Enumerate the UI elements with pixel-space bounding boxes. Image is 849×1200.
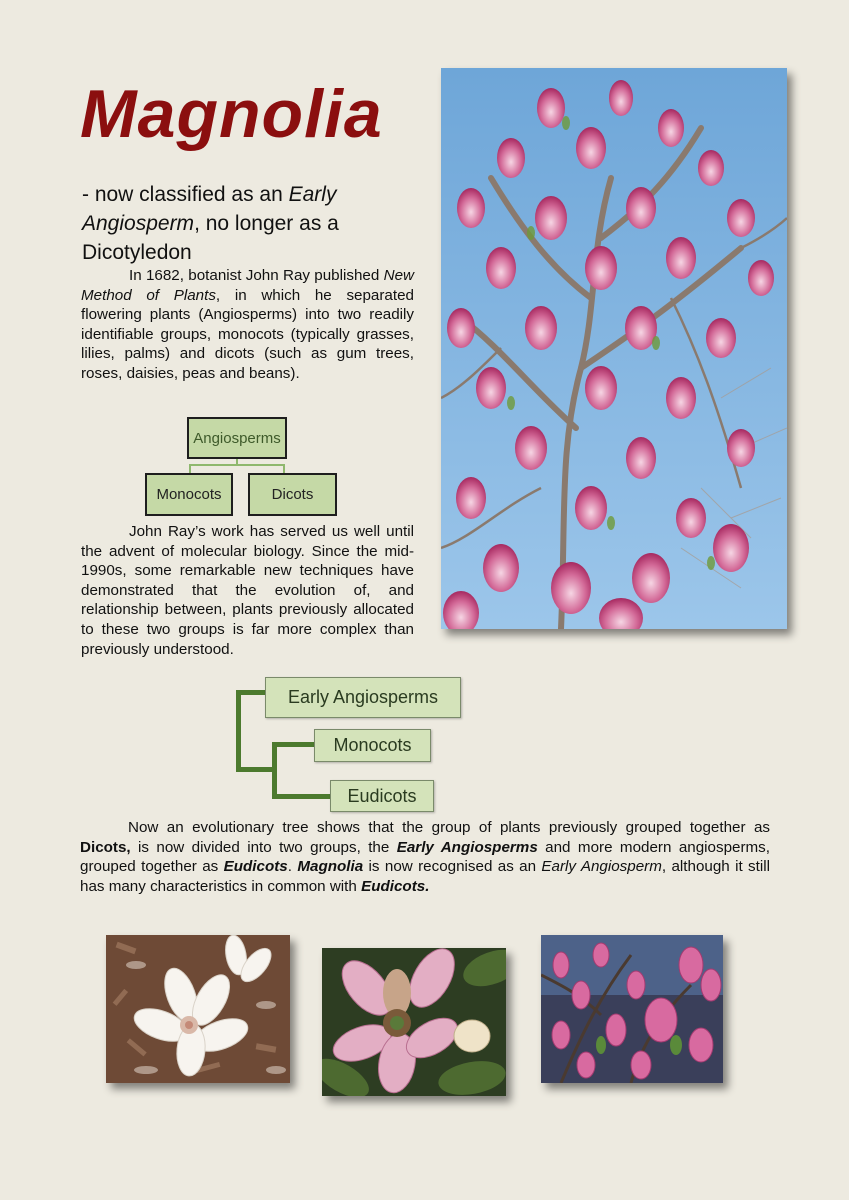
para1-book-title: New Method of Plants bbox=[81, 267, 414, 304]
subtitle-suffix: , no longer as a Dicotyledon bbox=[82, 212, 339, 264]
para3-text-5: is now recognised as an bbox=[363, 858, 542, 876]
para3-text-4: . bbox=[287, 858, 298, 876]
para3-text-1: Now an evolutionary tree shows that the group of plants previously grouped together as bbox=[128, 819, 770, 836]
para3-text-2: is now divided into two groups, the bbox=[130, 838, 397, 856]
diagram-connector bbox=[189, 464, 191, 473]
paragraph-molecular-biology bbox=[81, 522, 414, 659]
tree-branch bbox=[236, 690, 266, 695]
para3-dicots: Dicots, bbox=[80, 838, 131, 856]
para3-eudicots-end: Eudicots. bbox=[361, 877, 430, 895]
magnolia-blossoms-photo bbox=[541, 935, 723, 1083]
para3-early-angiosperm: Early Angiosperm bbox=[541, 858, 662, 876]
diagram-box-monocots: Monocots bbox=[145, 473, 233, 516]
pink-magnolia-closeup-photo bbox=[322, 948, 506, 1096]
para3-magnolia: Magnolia bbox=[297, 858, 364, 876]
para2-text: John Ray’s work has served us well until the advent of molecular biology. Since the mid-1990s, some remarkable new techniques have demonstrated that the evolution of, and relationship between, plants previously allocated to these two groups is far more complex than previously understood. bbox=[81, 523, 414, 658]
page-subtitle bbox=[82, 180, 402, 267]
para1-text-2: , in which he separated flowering plants (Angiosperms) into two readily identifiable groups, monocots (typically grasses, lilies, palms) and dicots (such as gum trees, roses, daisies, peas and beans). bbox=[81, 286, 414, 382]
diagram-connector bbox=[283, 464, 285, 473]
para3-text-6: , although it still has many characteristics in common with bbox=[80, 858, 770, 895]
diagram-box-angiosperms: Angiosperms bbox=[187, 417, 287, 459]
tree-branch bbox=[272, 794, 331, 799]
paragraph-john-ray bbox=[81, 266, 414, 384]
white-magnolia-photo bbox=[106, 935, 290, 1083]
para3-early-angiosperms: Early Angiosperms bbox=[396, 838, 538, 856]
tree-box-eudicots: Eudicots bbox=[330, 780, 434, 812]
magnolia-tree-photo bbox=[441, 68, 787, 629]
tree-branch bbox=[236, 690, 241, 771]
tree-branch bbox=[272, 742, 315, 747]
para1-text-1: In 1682, botanist John Ray published bbox=[129, 267, 384, 284]
paragraph-evolutionary-tree bbox=[80, 818, 770, 896]
tree-box-early-angiosperms: Early Angiosperms bbox=[265, 677, 461, 718]
para3-text-3: and more modern angiosperms, grouped together as bbox=[80, 838, 770, 876]
subtitle-emphasis: Early Angiosperm bbox=[82, 183, 337, 235]
page-title: Magnolia bbox=[80, 76, 383, 152]
subtitle-prefix: - now classified as an bbox=[82, 183, 289, 206]
para3-eudicots: Eudicots bbox=[223, 858, 288, 876]
diagram-connector bbox=[189, 464, 285, 466]
tree-branch bbox=[272, 742, 277, 799]
tree-box-monocots: Monocots bbox=[314, 729, 431, 762]
tree-branch bbox=[236, 767, 276, 772]
diagram-box-dicots: Dicots bbox=[248, 473, 337, 516]
